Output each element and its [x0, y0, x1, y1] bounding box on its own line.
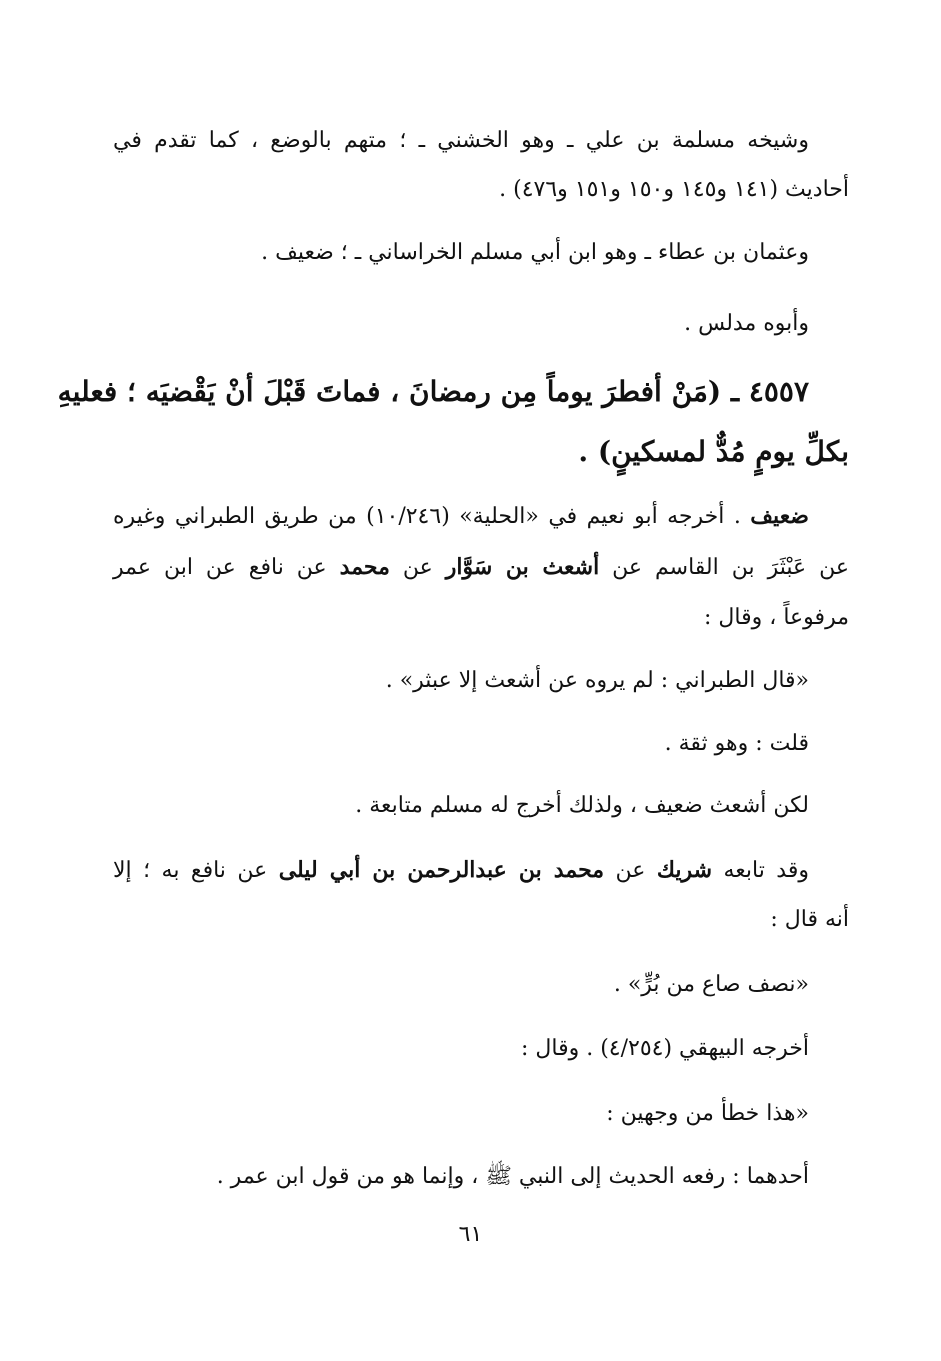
grading-label: ضعيف: [750, 503, 809, 529]
narrator-name: محمد: [339, 554, 390, 580]
narrator-name: محمد بن عبدالرحمن بن أبي ليلى: [278, 857, 605, 883]
paragraph-line: ضعيف . أخرجه أبو نعيم في «الحلية» (١٠/٢٤٦) من طريق الطبراني وغيره: [113, 503, 809, 529]
hadith-heading-line: ٤٥٥٧ ـ (مَنْ أفطرَ يوماً مِن رمضانَ ، فماتَ قَبْلَ أنْ يَقْضيَه ؛ فعليهِ: [57, 375, 809, 408]
narrator-name: شريك: [656, 857, 713, 883]
quote-line: «هذا خطأ من وجهين :: [606, 1101, 809, 1126]
paragraph-line: أحاديث (١٤١ و١٤٥ و١٥٠ و١٥١ و٤٧٦) .: [499, 177, 849, 202]
paragraph-line: قلت : وهو ثقة .: [664, 731, 809, 756]
quote-line: «قال الطبراني : لم يروه عن أشعث إلا عبثر» .: [385, 668, 809, 693]
paragraph-line: وقد تابعه شريك عن محمد بن عبدالرحمن بن أبي ليلى عن نافع به ؛ إلا: [113, 857, 809, 883]
paragraph-line: أحدهما : رفعه الحديث إلى النبي ﷺ ، وإنما هو من قول ابن عمر .: [216, 1164, 809, 1189]
page-number: ٦١: [458, 1222, 483, 1247]
paragraph-line: أخرجه البيهقي (٤/٢٥٤) . وقال :: [521, 1036, 809, 1061]
narrator-name: أشعث بن سَوَّار: [445, 554, 600, 580]
paragraph-line: وعثمان بن عطاء ـ وهو ابن أبي مسلم الخراساني ـ ؛ ضعيف .: [261, 240, 809, 265]
paragraph-line: مرفوعاً ، وقال :: [704, 605, 849, 630]
hadith-heading-line: بكلِّ يومٍ مُدٌّ لمسكينٍ) .: [578, 435, 849, 468]
quote-line: «نصف صاع من بُرٍّ» .: [613, 972, 809, 997]
paragraph-line: أنه قال :: [770, 907, 849, 932]
paragraph-line: عن عَبْثَرَ بن القاسم عن أشعث بن سَوَّار عن محمد عن نافع عن ابن عمر: [113, 554, 849, 580]
paragraph-line: وشيخه مسلمة بن علي ـ وهو الخشني ـ ؛ متهم بالوضع ، كما تقدم في: [113, 128, 809, 153]
paragraph-line: وأبوه مدلس .: [684, 311, 809, 336]
paragraph-line: لكن أشعث ضعيف ، ولذلك أخرج له مسلم متابعة .: [355, 793, 809, 818]
